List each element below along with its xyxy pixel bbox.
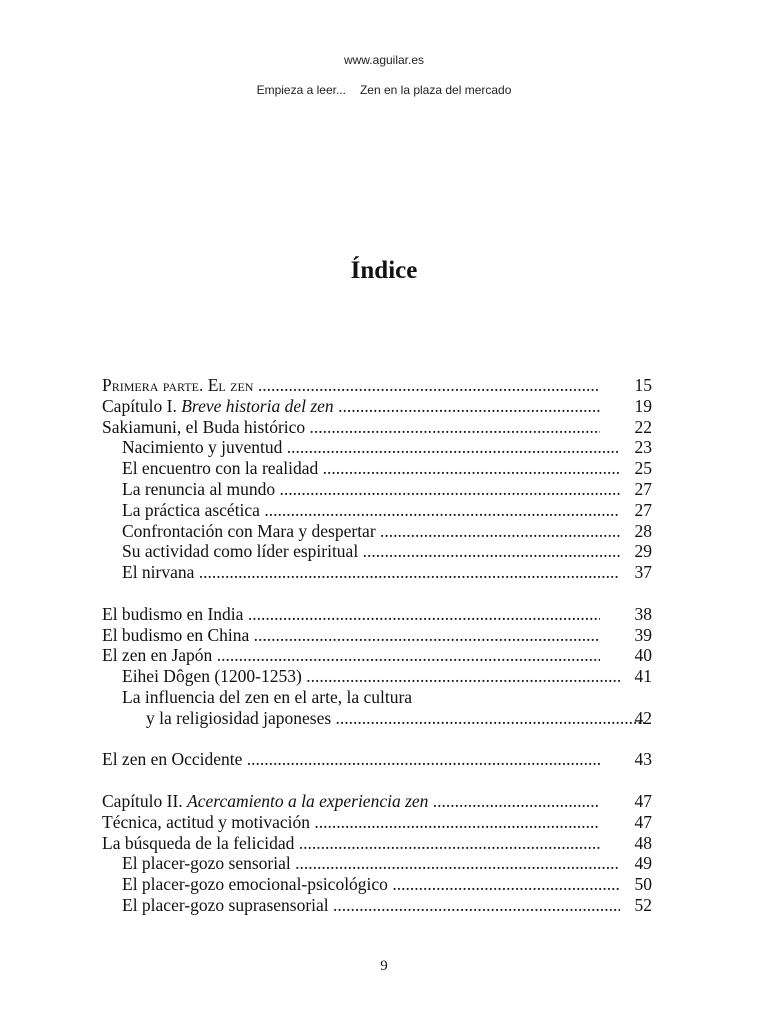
page-header [0,52,768,98]
toc-entry-label: El budismo en India [102,603,244,624]
toc-page-number: 27 [634,499,652,520]
toc-entry-nirvana[interactable] [102,562,652,583]
toc-entry-label: Nacimiento y juventud [122,437,283,458]
toc-page-number: 37 [634,562,652,583]
toc-entry-label: y la religiosidad japoneses [146,707,332,728]
toc-entry-label: El budismo en China [102,624,250,645]
section-gap [102,729,652,750]
toc-entry-label: Sakiamuni, el Buda histórico [102,416,306,437]
toc-chapter-prefix: Capítulo I. [102,395,182,416]
toc-entry-renuncia[interactable] [102,479,652,500]
toc-page-number: 52 [634,894,652,915]
section-gap [102,583,652,604]
toc-page-number: 47 [634,790,652,811]
toc-entry-actividad[interactable] [102,541,652,562]
toc-entry-practica[interactable] [102,500,652,521]
toc-entry-sakiamuni[interactable] [102,417,652,438]
publisher-url[interactable]: www.aguilar.es [343,53,425,67]
section-gap [102,770,652,791]
toc-entry-label: Eihei Dôgen (1200-1253) [122,666,302,687]
toc-entry-primera-parte[interactable] [102,375,652,396]
toc-entry-label: Confrontación con Mara y despertar [122,520,376,541]
toc-entry-label: La búsqueda de la felicidad [102,832,295,853]
toc-page-number: 15 [634,375,652,395]
toc-entry-capitulo-1[interactable] [102,396,652,417]
toc-entry-emocional[interactable] [102,874,652,895]
toc-entry-tecnica[interactable] [102,812,652,833]
toc-entry-dogen[interactable] [102,666,652,687]
toc-entry-label: El placer-gozo emocional-psicológico [122,874,388,895]
toc-page-number: 43 [634,749,652,770]
toc-entry-label: La práctica ascética [122,499,260,520]
toc-part-name: . El zen [198,375,254,395]
toc-page-number: 23 [634,437,652,458]
toc-page-number: 49 [634,853,652,874]
toc-entry-label: El placer-gozo suprasensorial [122,894,329,915]
toc-chapter-title: Acercamiento a la experiencia zen [187,790,429,811]
toc-entry-nacimiento[interactable] [102,437,652,458]
toc-page-number: 25 [634,458,652,479]
toc-entry-label: El zen en Japón [102,645,213,666]
toc-page-number: 19 [634,395,652,416]
toc-entry-china[interactable] [102,625,652,646]
toc-part-label: Primera parte [102,375,199,395]
toc-entry-influencia[interactable] [102,708,652,729]
toc-page-number: 40 [634,645,652,666]
toc-entry-label: El zen en Occidente [102,749,243,770]
toc-entry-busqueda[interactable] [102,833,652,854]
toc-entry-label: La renuncia al mundo [122,478,276,499]
toc-entry-occidente[interactable] [102,749,652,770]
toc-entry-influencia-line1[interactable]: La influencia del zen en el arte, la cultura [122,686,413,707]
toc-page-number: 28 [634,520,652,541]
toc-page-number: 48 [634,832,652,853]
toc-entry-label: Técnica, actitud y motivación [102,811,310,832]
toc-chapter-title: Breve historia del zen [181,395,334,416]
toc-page-number: 42 [634,707,652,728]
page-number: 9 [380,958,388,974]
toc-entry-confrontacion[interactable] [102,521,652,542]
toc-page-number: 47 [634,811,652,832]
toc-entry-label: Su actividad como líder espiritual [122,541,359,562]
toc-page-number: 27 [634,478,652,499]
toc-entry-label: El encuentro con la realidad [122,458,319,479]
header-subtitle [0,82,768,98]
toc-page-number: 38 [634,603,652,624]
toc-chapter-prefix: Capítulo II. [102,790,188,811]
toc-page-number: 29 [634,541,652,562]
toc-page-number: 22 [634,416,652,437]
toc-entry-capitulo-2[interactable] [102,791,652,812]
toc-entry-sensorial[interactable] [102,853,652,874]
toc-entry-japon[interactable] [102,645,652,666]
toc-page-number: 50 [634,874,652,895]
toc-entry-suprasensorial[interactable] [102,895,652,916]
toc-page-number: 41 [634,666,652,687]
toc-entry-encuentro[interactable] [102,458,652,479]
toc-entry-label: El nirvana [122,562,195,583]
header-left-text: Empieza a leer... [256,83,346,97]
toc-page-number: 39 [634,624,652,645]
toc-entry-label: El placer-gozo sensorial [122,853,291,874]
table-of-contents [102,375,652,916]
header-book-title: Zen en la plaza del mercado [359,83,512,97]
toc-entry-india[interactable] [102,604,652,625]
page-title: Índice [350,257,418,284]
